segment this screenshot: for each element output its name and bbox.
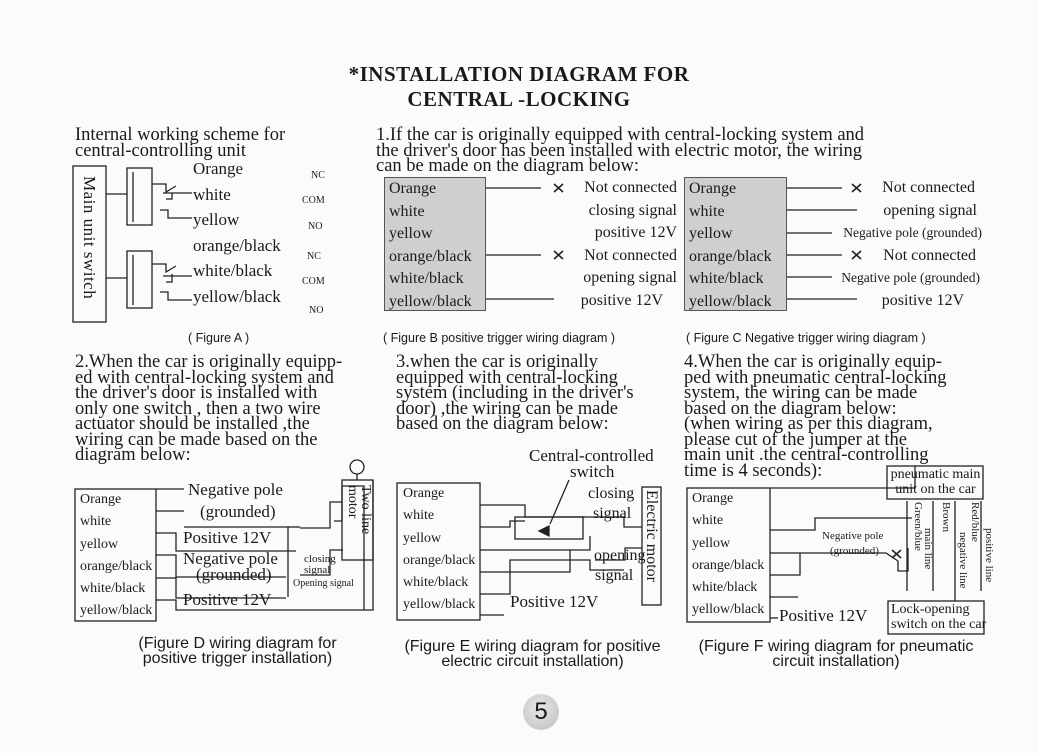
figure-a-caption: ( Figure A ) (188, 331, 250, 345)
figure-f-wire: yellow/black (692, 602, 765, 618)
figure-a-heading (75, 125, 286, 161)
page-title-line2: CENTRAL -LOCKING (407, 87, 631, 111)
figure-d-neg1: Negative pole (188, 480, 283, 499)
figure-c-wire: yellow/black (689, 292, 772, 310)
figure-e-opening: opening (594, 547, 646, 564)
section-3-paragraph (396, 352, 634, 434)
intro-b-line3: can be made on the diagram below: (376, 156, 640, 176)
figure-e-positive: Positive 12V (510, 592, 599, 611)
contact-nc-2: NC (307, 251, 321, 262)
section-4-line: main unit .the central-controlling (684, 445, 929, 465)
figure-f-neg1: Negative pole (822, 530, 884, 542)
figure-f-wires (692, 488, 764, 622)
section-2-line: 2.When the car is originally equipp- (75, 352, 343, 372)
figure-a-heading-line1: Internal working scheme for (75, 125, 286, 145)
figure-e-wire: yellow/black (403, 597, 476, 613)
figure-f-pneumatic-box (888, 467, 983, 497)
figure-b-wire: white (389, 202, 425, 220)
figure-e-caption-line1: (Figure E wiring diagram for positive (404, 638, 661, 655)
figure-c-signal: Negative pole (grounded) (843, 225, 982, 240)
figure-b-signals (540, 177, 677, 312)
section-4-line: 4.When the car is originally equip- (684, 352, 942, 372)
figure-c-wire: white (689, 202, 725, 220)
figure-f-red-label (969, 502, 980, 542)
figure-a-wire-yellow: yellow (193, 210, 240, 229)
figure-f-neg2: (grounded) (830, 545, 879, 557)
figure-f-neg-line-label (957, 532, 968, 589)
section-4-line: (when wiring as per this diagram, (684, 414, 933, 434)
figure-f-neg-line: negative line (957, 532, 969, 589)
figure-f-red: Red/blue (969, 502, 981, 542)
figure-b-wire: yellow (389, 225, 433, 242)
figure-f-wire: orange/black (692, 557, 765, 573)
figure-f-pos-line: positive line (983, 528, 995, 583)
figure-e-wires (403, 483, 475, 617)
section-2-paragraph (75, 352, 343, 465)
figure-f-lock-line1: Lock-opening (891, 602, 970, 617)
figure-f-caption (684, 639, 988, 669)
figure-d-closing: closing (304, 553, 336, 565)
figure-d-wire: white (80, 514, 112, 530)
section-4-line: time is 4 seconds): (684, 460, 823, 481)
section-2-line: actuator should be installed ,the (75, 414, 310, 434)
section-4-line: system, the wiring can be made (684, 383, 918, 403)
section-4-line: based on the diagram below: (684, 398, 897, 419)
page-number: 5 (534, 698, 548, 725)
figure-e-switch-label2: switch (570, 462, 615, 481)
figure-d-wires (80, 489, 152, 623)
figure-a-wire-yellow-black: yellow/black (193, 287, 281, 306)
main-unit-label: Main unit switch (80, 176, 99, 300)
figure-c-signal: Negative pole (grounded) (841, 270, 980, 285)
figure-b-wire: orange/black (389, 247, 472, 265)
figure-d-neg2: Negative pole (183, 549, 278, 568)
figure-a-wire-orange-black: orange/black (193, 236, 281, 255)
figure-b-caption: ( Figure B positive trigger wiring diagram ) (383, 331, 616, 345)
figure-f-lock-line2: switch on the car (891, 617, 987, 632)
figure-e-wire: Orange (403, 486, 445, 501)
figure-a-heading-line2: central-controlling unit (75, 140, 247, 161)
figure-e-wire: white (403, 508, 435, 524)
intro-b-line2: the driver's door has been installed with electric motor, the wiring (376, 140, 863, 161)
figure-d-wire: orange/black (80, 558, 153, 574)
figure-f-wire: white/black (692, 580, 758, 596)
figure-b-wire: white/black (389, 270, 464, 287)
figure-b-signal: positive 12V (594, 224, 677, 241)
figure-e-motor-label: Electric motor (643, 490, 660, 582)
figure-b-terminal-block (384, 177, 486, 311)
section-2-line: diagram below: (75, 445, 191, 465)
figure-d-caption-line2: positive trigger installation) (142, 650, 333, 667)
figure-b-signal: opening signal (583, 269, 677, 286)
figure-d-pos2: Positive 12V (183, 590, 272, 609)
figure-c-wire: yellow (689, 225, 733, 242)
section-3-line: equipped with central-locking (396, 367, 618, 388)
figure-e-caption (390, 639, 675, 669)
section-3-line: system (including in the driver's (396, 383, 634, 403)
figure-e-wire: white/black (403, 575, 469, 591)
contact-com-1: COM (302, 195, 325, 206)
contact-com-2: COM (302, 276, 325, 287)
section-2-line: only one switch , then a two wire (75, 398, 321, 419)
figure-f-caption-line1: (Figure F wiring diagram for pneumatic (698, 638, 974, 655)
figure-f-wire: white (692, 513, 724, 529)
figure-f-wire: Orange (692, 491, 734, 506)
figure-c-wire: white/black (689, 270, 764, 287)
figure-c-signal: positive 12V (881, 291, 964, 309)
figure-f-green: Green/blue (912, 502, 924, 551)
section-4-paragraph (684, 352, 947, 481)
figure-d-neg2b: (grounded) (196, 565, 272, 584)
figure-f-pneumatic-line1: pneumatic main (890, 467, 981, 482)
section-2-line: wiring can be made based on the (75, 429, 318, 450)
figure-e-signal: signal (593, 505, 632, 522)
figure-f-lock-box (889, 602, 986, 632)
figure-c-wire: Orange (689, 180, 737, 197)
figure-d-opening-signal: Opening signal (293, 578, 354, 589)
figure-e-signal2: signal (595, 567, 634, 584)
figure-b-signal: Not connected (584, 179, 677, 196)
page-title-line1: *INSTALLATION DIAGRAM FOR (348, 62, 690, 86)
page-number-badge (523, 694, 559, 730)
intro-b-line1: 1.If the car is originally equipped with central-locking system and (376, 125, 865, 145)
figure-a-wire-orange: Orange (193, 159, 244, 178)
figure-f-pneumatic-line2: unit on the car (895, 482, 976, 497)
section-3-line: door) ,the wiring can be made (396, 398, 618, 419)
figure-b-signal: Not connected (584, 246, 677, 264)
section-3-line: 3.when the car is originally (396, 352, 598, 372)
figure-c-terminal-block (684, 177, 787, 311)
figure-c-wire: orange/black (689, 247, 772, 265)
figure-c-signal: Not connected (883, 246, 976, 264)
figure-f-pos-line-label (983, 528, 994, 582)
figure-e-switch-label1: Central-controlled (529, 446, 654, 465)
figure-b-signal: positive 12V (580, 291, 663, 309)
figure-d-motor-label: Two line motor (345, 485, 373, 535)
figure-d-signal: signal (304, 564, 331, 576)
figure-d-neg1b: (grounded) (200, 502, 276, 521)
figure-c-signal: Not connected (882, 179, 975, 196)
figure-f-positive: Positive 12V (779, 606, 868, 625)
figure-a-wire-white: white (193, 185, 231, 204)
figure-d-pos1: Positive 12V (183, 528, 272, 547)
figure-f-main-line: main line (922, 528, 934, 570)
contact-no-2: NO (309, 305, 324, 316)
figure-e-closing: closing (588, 485, 635, 502)
figure-f-brown: Brown (940, 502, 952, 532)
figure-e-wire: yellow (403, 530, 442, 546)
figure-a-wire-white-black: white/black (193, 261, 273, 280)
figure-b-wire: yellow/black (389, 292, 472, 310)
figure-b-wire: Orange (389, 180, 437, 197)
figure-b-signal: closing signal (588, 201, 677, 219)
section-4-line: please cut of the jumper at the (684, 429, 907, 450)
contact-nc-1: NC (311, 170, 325, 181)
section-2-line: ed with central-locking system and (75, 367, 334, 388)
figure-e-caption-line2: electric circuit installation) (441, 653, 624, 670)
figure-f-caption-line2: circuit installation) (772, 653, 900, 670)
figure-c-signal: opening signal (883, 201, 977, 219)
figure-c-caption: ( Figure C Negative trigger wiring diagram ) (686, 331, 926, 345)
figure-d-wire: Orange (80, 492, 122, 507)
intro-b-paragraph (376, 125, 865, 176)
section-3-line: based on the diagram below: (396, 414, 609, 434)
figure-d-wire: yellow (80, 536, 119, 552)
section-4-line: ped with pneumatic central-locking (684, 367, 947, 388)
contact-no-1: NO (308, 221, 323, 232)
figure-d-wire: yellow/black (80, 603, 153, 619)
figure-c-signals (820, 177, 982, 312)
section-2-line: the driver's door is installed with (75, 383, 318, 403)
figure-d-caption-line1: (Figure D wiring diagram for (138, 635, 337, 652)
figure-f-main-line-label (922, 528, 933, 569)
figure-f-brown-label (940, 502, 951, 532)
figure-f-wire: yellow (692, 535, 731, 551)
figure-e-wire: orange/black (403, 552, 476, 568)
figure-d-wire: white/black (80, 581, 146, 597)
figure-d-caption (105, 636, 370, 666)
